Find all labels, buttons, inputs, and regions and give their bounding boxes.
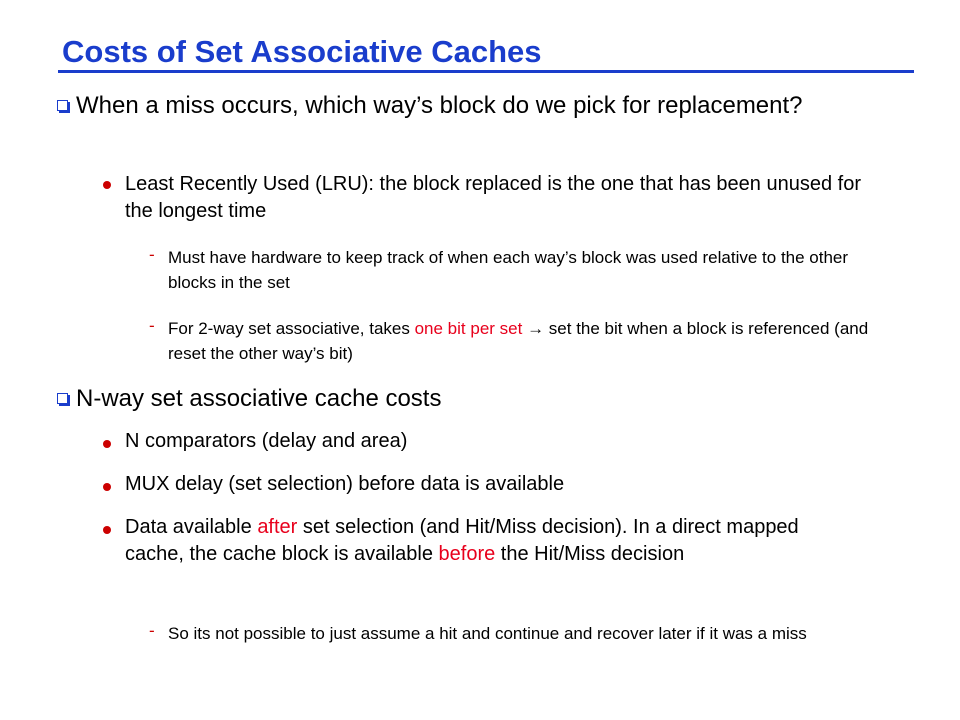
bullet-two-way-lru: [168, 316, 903, 366]
bullet-mux-delay: MUX delay (set selection) before data is available: [125, 473, 565, 495]
dash-bullet-icon: -: [149, 621, 155, 640]
round-bullet-icon: [103, 440, 111, 448]
square-bullet-icon: [57, 100, 68, 111]
bullet-nway-costs: N-way set associative cache costs: [76, 385, 442, 412]
text-segment: set selection (and Hit/Miss decision). In a direct mapped cache, the cache block is available: [125, 516, 799, 565]
highlight-one-bit-per-set: one bit per set: [414, 319, 523, 338]
bullet-not-possible: So its not possible to just assume a hit and continue and recover later if it was a miss: [168, 624, 807, 643]
text-segment: Data available: [125, 516, 258, 538]
slide-title: Costs of Set Associative Caches: [62, 34, 542, 69]
text-segment: For 2-way set associative, takes: [168, 319, 415, 338]
highlight-after: after: [257, 516, 298, 538]
dash-bullet-icon: -: [149, 316, 155, 335]
bullet-comparators: N comparators (delay and area): [125, 430, 408, 452]
bullet-lru: Least Recently Used (LRU): the block replaced is the one that has been unused for the longest time: [125, 173, 861, 222]
dash-bullet-icon: -: [149, 245, 155, 264]
text-segment: → set the bit when a block is referenced (and reset the other way’s bit): [168, 319, 869, 363]
round-bullet-icon: [103, 483, 111, 491]
bullet-hardware-tracking: Must have hardware to keep track of when each way’s block was used relative to the other blocks in the set: [168, 248, 849, 292]
highlight-before: before: [438, 543, 496, 565]
round-bullet-icon: [103, 526, 111, 534]
square-bullet-icon: [57, 393, 68, 404]
bullet-replacement-question: When a miss occurs, which way’s block do we pick for replacement?: [76, 92, 803, 119]
text-segment: the Hit/Miss decision: [495, 543, 685, 565]
round-bullet-icon: [103, 181, 111, 189]
title-underline: [58, 70, 914, 73]
bullet-data-available: [125, 514, 860, 568]
